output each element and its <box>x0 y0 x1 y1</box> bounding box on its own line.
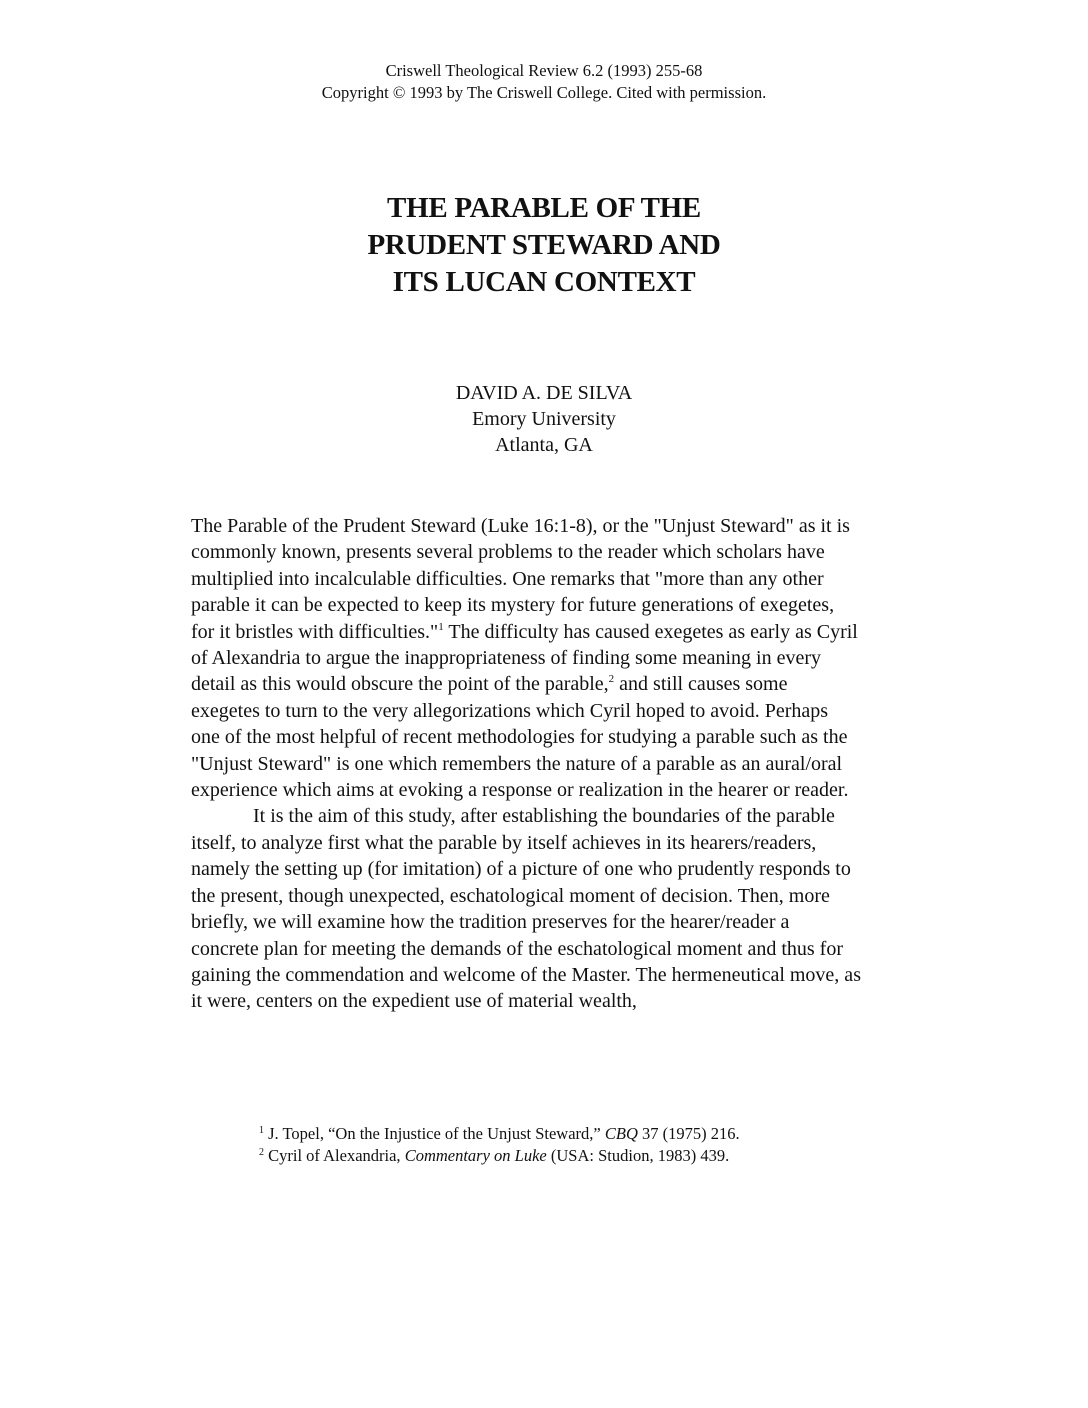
author-block <box>0 380 1088 458</box>
paragraph-1-text-c: and still causes some exegetes to turn to the very allegorizations which Cyril hoped to avoid. Perhaps one of the most helpful of recent methodologies for studying a parable such as the "Unjust Steward" is one which remembers the nature of a parable as an aural/oral experience which aims at evoking a response or realization in the hearer or reader. <box>191 673 849 802</box>
footnote-1-details: 37 (1975) 216. <box>637 1124 740 1143</box>
footnote-2-number: 2 <box>259 1147 264 1158</box>
footnote-2-book-title: Commentary on Luke <box>404 1146 547 1165</box>
footnote-1-number: 1 <box>259 1125 264 1136</box>
paragraph-1-text-b: The difficulty has caused exegetes as early as Cyril of Alexandria to argue the inappropriateness of finding some meaning in every detail as this would obscure the point of the parable, <box>191 620 858 696</box>
paragraph-2: It is the aim of this study, after establishing the boundaries of the parable itself, to analyze first what the parable by itself achieves in its hearers/readers, namely the setting up (for imitation) of a picture of one who prudently responds to the present, though unexpected, eschatological moment of decision. Then, more briefly, we will examine how the tradition preserves for the hearer/reader a concrete plan for meeting the demands of the eschatological moment and thus for gaining the commendation and welcome of the Master. The hermeneutical move, as it were, centers on the expedient use of material wealth, <box>191 805 861 1013</box>
title-line-1: THE PARABLE OF THE <box>387 192 701 224</box>
journal-citation: Criswell Theological Review 6.2 (1993) 255-68 <box>385 61 703 80</box>
author-location: Atlanta, GA <box>495 434 593 456</box>
article-title <box>0 190 1088 301</box>
title-line-3: ITS LUCAN CONTEXT <box>392 266 696 298</box>
author-name: DAVID A. DE SILVA <box>455 382 633 404</box>
journal-header <box>0 60 1088 104</box>
title-line-2: PRUDENT STEWARD AND <box>367 229 721 261</box>
paragraph-1-text-a: The Parable of the Prudent Steward (Luke 16:1-8), or the "Unjust Steward" as it is commonly known, presents several problems to the reader which scholars have multiplied into incalculable difficulties. One remarks that "more than any other parable it can be expected to keep its mystery for future generations of exegetes, for it bristles with difficulties." <box>191 515 850 643</box>
footnote-1-text: J. Topel, “On the Injustice of the Unjust Steward,” <box>264 1124 605 1143</box>
footnote-2-text: Cyril of Alexandria, <box>264 1146 405 1165</box>
footnote-1 <box>259 1123 879 1145</box>
footnote-ref-1: 1 <box>438 620 444 633</box>
author-affiliation: Emory University <box>472 408 616 430</box>
copyright-notice: Copyright © 1993 by The Criswell College. Cited with permission. <box>321 83 767 102</box>
article-body <box>191 513 861 1015</box>
paragraph-1 <box>191 513 861 803</box>
footnotes <box>259 1123 879 1167</box>
footnote-2-details: (USA: Studion, 1983) 439. <box>546 1146 730 1165</box>
footnote-1-journal: CBQ <box>604 1124 638 1143</box>
footnote-2 <box>259 1145 879 1167</box>
footnote-ref-2: 2 <box>608 673 615 686</box>
